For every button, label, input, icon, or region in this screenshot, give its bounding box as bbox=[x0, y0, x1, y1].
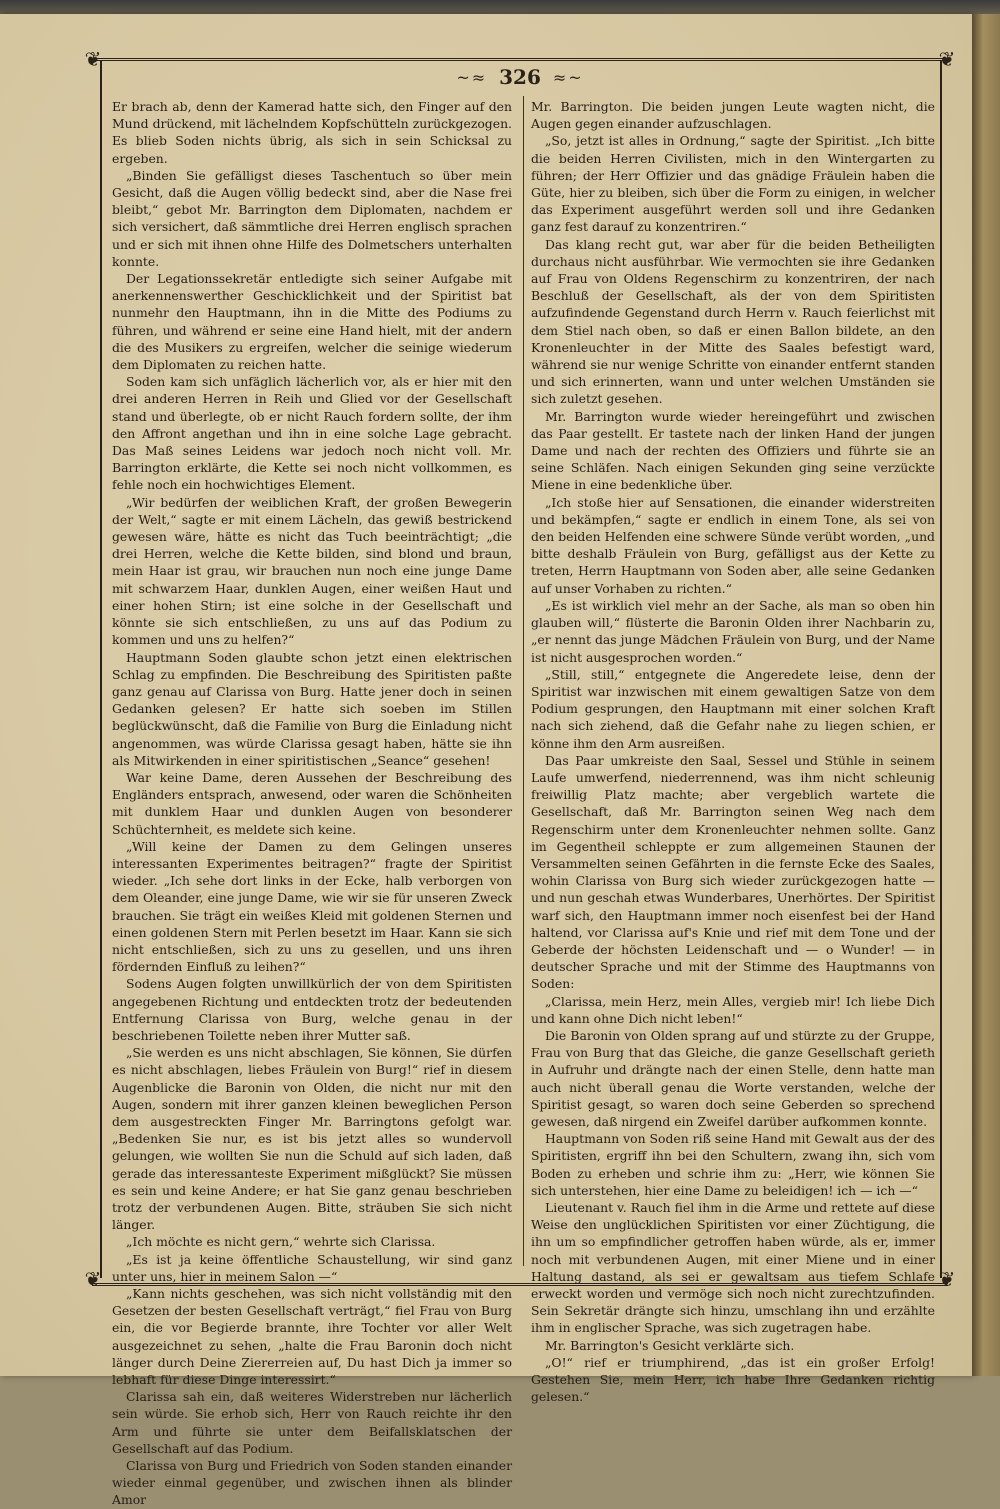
paragraph: Hauptmann von Soden riß seine Hand mit Gewalt aus der des Spiritisten, ergriff ihn bei den Schultern, zwang ihn, sich vom Boden zu erheben und schrie ihm zu: „Herr, wie können Sie sich unterstehen, hier eine Dame zu beleidigen! ich — ich —“ bbox=[531, 1131, 935, 1198]
paragraph: Clarissa sah ein, daß weiteres Widerstreben nur lächerlich sein würde. Sie erhob sich, Herr von Rauch reichte ihr den Arm und führte sie unter dem Beifallsklatschen der Gesellschaft auf das Podium. bbox=[112, 1389, 512, 1456]
paragraph: Das klang recht gut, war aber für die beiden Betheiligten durchaus nicht ausführbar. Wie vermochten sie ihre Gedanken auf Frau von Oldens Regenschirm zu konzentriren, der nach Beschluß der Gesellschaft, als der von dem Spiritisten aufzufindende Gegenstand durch Herrn v. Rauch feierlichst mit dem Stiel nach oben, so daß er einen Ballon bildete, an den Kronenleuchter in der Mitte des Saales befestigt ward, während sie nur wenige Schritte von einander entfernt standen und sich erinnerten, wann und unter welchen Umständen sie sich zuletzt gesehen. bbox=[531, 236, 935, 407]
paragraph: Mr. Barrington's Gesicht verklärte sich. bbox=[545, 1337, 795, 1353]
paragraph: „Will keine der Damen zu dem Gelingen unseres interessanten Experimentes beitragen?“ fragte der Spiritist wieder. „Ich sehe dort links in der Ecke, halb verborgen von dem Oleander, eine junge Dame, wie wir sie für unseren Zweck brauchen. Sie trägt ein weißes Kleid mit goldenen Sternen und einen goldenen Stern mit Perlen besetzt im Haar. Kann sie sich nicht entschließen, sich zu uns zu gesellen, und uns ihren fördernden Einfluß zu leihen?“ bbox=[112, 838, 512, 975]
right-text-column bbox=[531, 98, 935, 1405]
paragraph: „Sie werden es uns nicht abschlagen, Sie können, Sie dürfen es nicht abschlagen, liebes Fräulein von Burg!“ rief in diesem Augenblicke die Baronin von Olden, die nicht nur mit den Augen, sondern mit ihrer ganzen kleinen beweglichen Person dem ausgestreckten Finger Mr. Barringtons gefolgt war. „Bedenken Sie nur, es ist bis jetzt alles so wundervoll gelungen, wie wollten Sie nun die Schuld auf sich laden, daß gerade das interessanteste Experiment mißglückt? Sie müssen es sein und keine Andere; er hat Sie ganz genau beschrieben trotz der verbundenen Augen. Bitte, sträuben Sie sich nicht länger. bbox=[112, 1045, 512, 1233]
paragraph: War keine Dame, deren Aussehen der Beschreibung des Engländers entsprach, anwesend, oder waren die Schönheiten mit dunklem Haar und dunklen Augen von besonderer Schüchternheit, es meldete sich keine. bbox=[112, 769, 512, 837]
paragraph: Lieutenant v. Rauch fiel ihm in die Arme und rettete auf diese Weise den unglücklichen Spiritisten vor einer Züchtigung, die ihn um so empfindlicher getroffen haben würde, als er, immer noch mit verbundenen Augen, mit einer Miene und in einer Haltung dastand, als sei er gewaltsam aus tiefem Schlafe erweckt worden und vermöge sich noch nicht zurechtzufinden. Sein Sekretär drängte sich hinzu, umschlang ihn und erzählte ihm in englischer Sprache, was sich zugetragen habe. bbox=[531, 1200, 935, 1336]
left-text-column bbox=[112, 98, 512, 1508]
paragraph: „Clarissa, mein Herz, mein Alles, vergieb mir! Ich liebe Dich und kann ohne Dich nicht leben!“ bbox=[531, 993, 935, 1026]
paragraph: „Es ist wirklich viel mehr an der Sache, als man so oben hin glauben will,“ flüsterte die Baronin Olden ihrer Nachbarin zu, „er nennt das junge Mädchen Fräulein von Burg, und der Name ist nicht ausgesprochen worden.“ bbox=[531, 597, 935, 665]
paragraph: „Still, still,“ entgegnete die Angeredete leise, denn der Spiritist war inzwischen mit einem gewaltigen Satze von dem Podium gesprungen, den Hauptmann mit einer solchen Kraft nach sich ziehend, daß die Gefahr nahe zu liegen schien, er könne ihm den Arm ausreißen. bbox=[531, 666, 935, 751]
corner-ornament-icon: ❦ bbox=[84, 1267, 102, 1291]
paragraph: „Ich stoße hier auf Sensationen, die einander widerstreiten und bekämpfen,“ sagte er endlich in einem Tone, als sei von den beiden Helfenden eine schwere Sünde verübt worden, „und bitte deshalb Fräulein von Burg, gefälligst aus der Kette zu treten, Herrn Hauptmann von Soden aber, alle seine Gedanken auf unser Vorhaben zu richten.“ bbox=[531, 494, 935, 596]
paragraph: „So, jetzt ist alles in Ordnung,“ sagte der Spiritist. „Ich bitte die beiden Herren Civilisten, mich in den Wintergarten zu führen; der Herr Offizier und das gnädige Fräulein haben die Güte, hier zu bleiben, sich über die Form zu einigen, in welcher das Experiment ausgeführt werden soll und ihre Gedanken ganz fest darauf zu konzentriren.“ bbox=[531, 133, 935, 235]
paragraph: „Kann nichts geschehen, was sich nicht vollständig mit den Gesetzen der besten Gesellschaft verträgt,“ fiel Frau von Burg ein, die vor Begierde brannte, ihre Tochter vor aller Welt ausgezeichnet zu sehen, „halte die Frau Baronin doch nicht länger durch Deine Ziererreien auf, Du hast Dich ja immer so lebhaft für diese Dinge interessirt.“ bbox=[112, 1286, 512, 1388]
paragraph: „Es ist ja keine öffentliche Schaustellung, wir sind ganz unter uns, hier in meinem Salon —“ bbox=[112, 1251, 512, 1284]
frame-right-rule bbox=[940, 60, 942, 1278]
page-header bbox=[100, 64, 940, 90]
frame-left-rule bbox=[100, 60, 102, 1278]
adjacent-page-edge bbox=[972, 14, 1000, 1376]
paragraph: „Ich möchte es nicht gern,“ wehrte sich Clarissa. bbox=[126, 1234, 436, 1250]
corner-ornament-icon: ❦ bbox=[938, 1267, 956, 1291]
paragraph: Sodens Augen folgten unwillkürlich der von dem Spiritisten angegebenen Richtung und entdeckten trotz der bedeutenden Entfernung Clarissa von Burg, welche genau in der beschriebenen Toilette neben ihrer Mutter saß. bbox=[112, 976, 512, 1043]
paragraph: Clarissa von Burg und Friedrich von Soden standen einander wieder einmal gegenüber, und zwischen ihnen als blinder Amor bbox=[112, 1458, 512, 1508]
corner-ornament-icon: ❦ bbox=[938, 47, 956, 71]
paragraph: Die Baronin von Olden sprang auf und stürzte zu der Gruppe, Frau von Burg that das Gleiche, die ganze Gesellschaft gerieth in Aufruhr und drängte nach der einen Stelle, denn hatte man auch nicht überall genau die Worte verstanden, welche der Spiritist gesagt, so waren doch seine Geberden so sprechend gewesen, daß nirgend ein Zweifel darüber aufkommen konnte. bbox=[531, 1027, 935, 1129]
paragraph: Mr. Barrington wurde wieder hereingeführt und zwischen das Paar gestellt. Er tastete nach der linken Hand der jungen Dame und nach der rechten des Offiziers und führte sie an seine Schläfen. Nach einigen Sekunden ging seine verzückte Miene in eine bedenkliche über. bbox=[531, 408, 935, 493]
paragraph: Mr. Barrington. Die beiden jungen Leute wagten nicht, die Augen gegen einander aufzuschlagen. bbox=[531, 99, 935, 132]
header-left-ornament: ~≈ bbox=[456, 67, 488, 87]
column-divider bbox=[523, 96, 524, 1266]
paragraph: „O!“ rief er triumphirend, „das ist ein großer Erfolg! Gestehen Sie, mein Herr, ich habe Ihre Gedanken richtig gelesen.“ bbox=[531, 1354, 935, 1405]
corner-ornament-icon: ❦ bbox=[84, 47, 102, 71]
paragraph: Hauptmann Soden glaubte schon jetzt einen elektrischen Schlag zu empfinden. Die Beschreibung des Spiritisten paßte ganz genau auf Clarissa von Burg. Hatte jener doch in seinen Gedanken gelesen? Er hatte sich soeben im Stillen beglückwünscht, daß die Familie von Burg die Einladung nicht angenommen, was würde Clarissa gesagt haben, hätte sie ihn als Mitwirkenden in einer spiritistischen „Seance“ gesehen! bbox=[112, 649, 512, 768]
paragraph: Soden kam sich unfäglich lächerlich vor, als er hier mit den drei anderen Herren in Reih und Glied vor der Gesellschaft stand und überlegte, ob er nicht Rauch fordern sollte, der ihm den Affront angethan und ihn in eine solche Lage gebracht. Das Maß seines Leidens war jedoch noch nicht voll. Mr. Barrington erklärte, die Kette sei noch nicht vollkommen, es fehle noch ein hochwichtiges Element. bbox=[112, 374, 512, 493]
paragraph: „Binden Sie gefälligst dieses Taschentuch so über mein Gesicht, daß die Augen völlig bedeckt sind, aber die Nase frei bleibt,“ gebot Mr. Barrington dem Diplomaten, nachdem er sich versichert, daß sämmtliche drei Herren englisch sprachen und er sich mit ihnen ohne Hilfe des Dolmetschers unterhalten konnte. bbox=[112, 167, 512, 269]
paragraph: Der Legationssekretär entledigte sich seiner Aufgabe mit anerkennenswerther Geschicklichkeit und der Spiritist bat nunmehr den Hauptmann, ihn in die Mitte des Podiums zu führen, und während er seine eine Hand hielt, mit der andern die des Musikers zu ergreifen, welcher die seinige wiederum dem Diplomaten zu reichen hatte. bbox=[112, 271, 512, 373]
page-number: 326 bbox=[499, 65, 541, 89]
paragraph: Das Paar umkreiste den Saal, Sessel und Stühle in seinem Laufe umwerfend, niederrennend, was ihm nicht schleunig freiwillig Platz machte; aber vergeblich wartete die Gesellschaft, daß Mr. Barrington seinen Weg nach dem Regenschirm unter dem Kronenleuchter nehmen sollte. Ganz im Gegentheil schleppte er zum allgemeinen Staunen der Versammelten seinen Gefährten in die fernste Ecke des Saales, wohin Clarissa von Burg sich wieder zurückgezogen hatte — und nun geschah etwas Wunderbares, Unerhörtes. Der Spiritist warf sich, den Hauptmann immer noch eisenfest bei der Hand haltend, vor Clarissa auf's Knie und rief mit dem Tone und der Geberde der höchsten Leidenschaft und — o Wunder! — in deutscher Sprache und mit der Stimme des Hauptmanns von Soden: bbox=[531, 752, 935, 992]
paragraph: Er brach ab, denn der Kamerad hatte sich, den Finger auf den Mund drückend, mit lächelndem Kopfschütteln zurückgezogen. Es blieb Soden nichts übrig, als sich in sein Schicksal zu ergeben. bbox=[112, 99, 512, 166]
header-right-ornament: ≈~ bbox=[552, 67, 584, 87]
paragraph: „Wir bedürfen der weiblichen Kraft, der großen Bewegerin der Welt,“ sagte er mit einem Lächeln, das gewiß bestrickend gewesen wäre, hätte es nicht das Tuch beeinträchtigt; „die drei Herren, welche die Kette bilden, sind blond und braun, mein Haar ist grau, wir brauchen nun noch eine junge Dame mit schwarzem Haar, dunklen Augen, einer weißen Haut und einer hohen Stirn; ist eine solche in der Gesellschaft und könnte sie sich entschließen, zu uns auf das Podium zu kommen und uns zu helfen?“ bbox=[112, 494, 512, 648]
